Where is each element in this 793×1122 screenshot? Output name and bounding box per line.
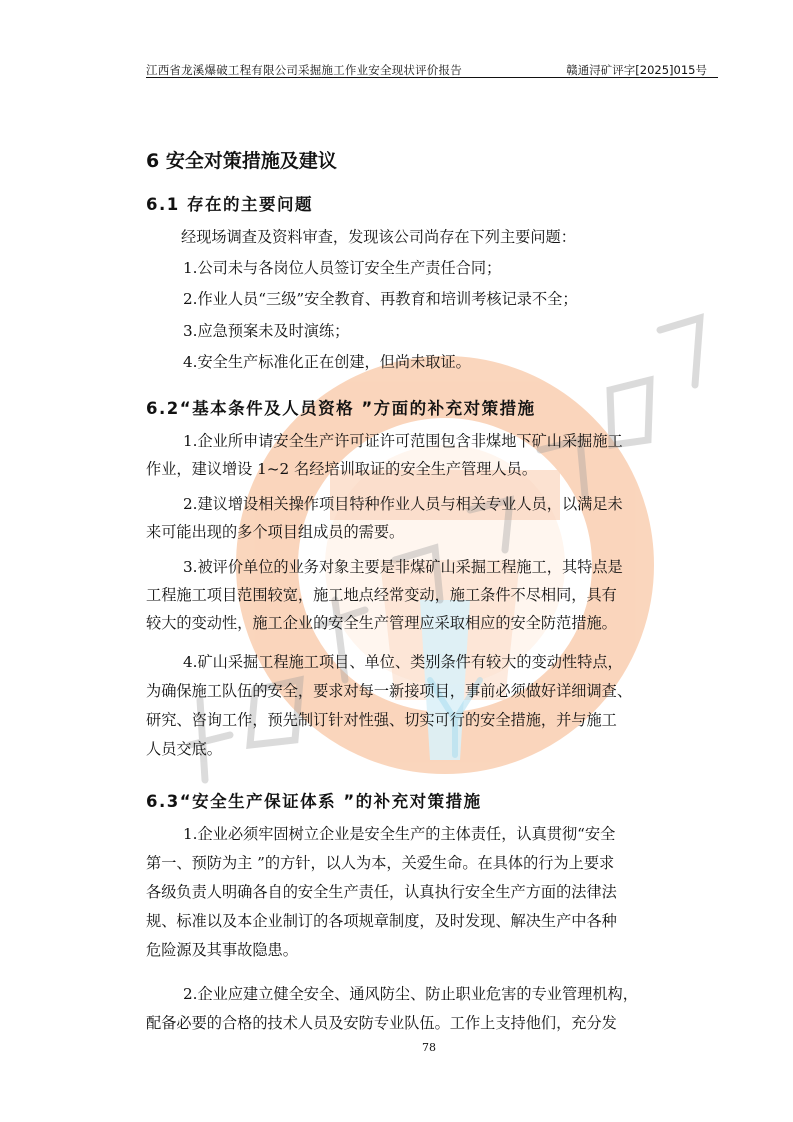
s2-p4-line3: 研究、咨询工作，预先制订针对性强、切实可行的安全措施，并与施工 (146, 711, 617, 729)
issue-item-2: 2.作业人员“三级”安全教育、再教育和培训考核记录不全； (183, 290, 578, 308)
s2-p2-line1: 2.建议增设相关操作项目特种作业人员与相关专业人员，以满足未 (183, 495, 623, 513)
s2-p2-line2: 来可能出现的多个项目组成员的需要。 (146, 523, 405, 541)
s2-p4-line2: 为确保施工队伍的安全，要求对每一新接项目，事前必须做好详细调查、 (146, 682, 632, 700)
section-6-2-title: 6.2“基本条件及人员资格 ”方面的补充对策措施 (146, 399, 536, 418)
page-number: 78 (422, 1041, 436, 1054)
s3-p1-line2: 第一、预防为主 ”的方针，以人为本，关爱生命。在具体的行为上要求 (146, 854, 615, 872)
s3-p2-line2: 配备必要的合格的技术人员及安防专业队伍。工作上支持他们，充分发 (146, 1014, 617, 1032)
issue-item-1: 1.公司未与各岗位人员签订安全生产责任合同； (183, 259, 502, 277)
header-divider (146, 77, 718, 78)
s2-p3-line1: 3.被评价单位的业务对象主要是非煤矿山采掘工程施工，其特点是 (183, 558, 623, 576)
s3-p1-line5: 危险源及其事故隐患。 (146, 941, 298, 959)
s3-p1-line3: 各级负责人明确各自的安全生产责任，认真执行安全生产方面的法律法 (146, 883, 617, 901)
section-6-3-title: 6.3“安全生产保证体系 ”的补充对策措施 (146, 792, 482, 811)
header-report-number: 赣通浔矿评字[2025]015号 (566, 63, 707, 77)
s2-p4-line4: 人员交底。 (146, 740, 222, 758)
s2-p1-line1: 1.企业所申请安全生产许可证许可范围包含非煤地下矿山采掘施工 (183, 432, 623, 450)
s3-p1-line4: 规、标准以及本企业制订的各项规章制度，及时发现、解决生产中各种 (146, 912, 617, 930)
section-6-1-title: 6.1 存在的主要问题 (146, 195, 313, 214)
s2-p3-line2: 工程施工项目范围较宽，施工地点经常变动，施工条件不尽相同，具有 (146, 586, 617, 604)
issue-item-4: 4.安全生产标准化正在创建，但尚未取证。 (183, 353, 471, 371)
section-6-1-intro: 经现场调查及资料审查，发现该公司尚存在下列主要问题： (181, 228, 576, 246)
header-report-title: 江西省龙溪爆破工程有限公司采掘施工作业安全现状评价报告 (146, 63, 462, 77)
s3-p1-line1: 1.企业必须牢固树立企业是安全生产的主体责任，认真贯彻“安全 (183, 825, 616, 843)
issue-item-3: 3.应急预案未及时演练； (183, 322, 350, 340)
s3-p2-line1: 2.企业应建立健全安全、通风防尘、防止职业危害的专业管理机构， (183, 985, 638, 1003)
s2-p4-line1: 4.矿山采掘工程施工项目、单位、类别条件有较大的变动性特点， (183, 653, 623, 671)
s2-p3-line3: 较大的变动性，施工企业的安全生产管理应采取相应的安全防范措施。 (146, 614, 617, 632)
s2-p1-line2: 作业，建议增设 1~2 名经培训取证的安全生产管理人员。 (146, 460, 538, 478)
chapter-title: 6 安全对策措施及建议 (146, 150, 337, 172)
